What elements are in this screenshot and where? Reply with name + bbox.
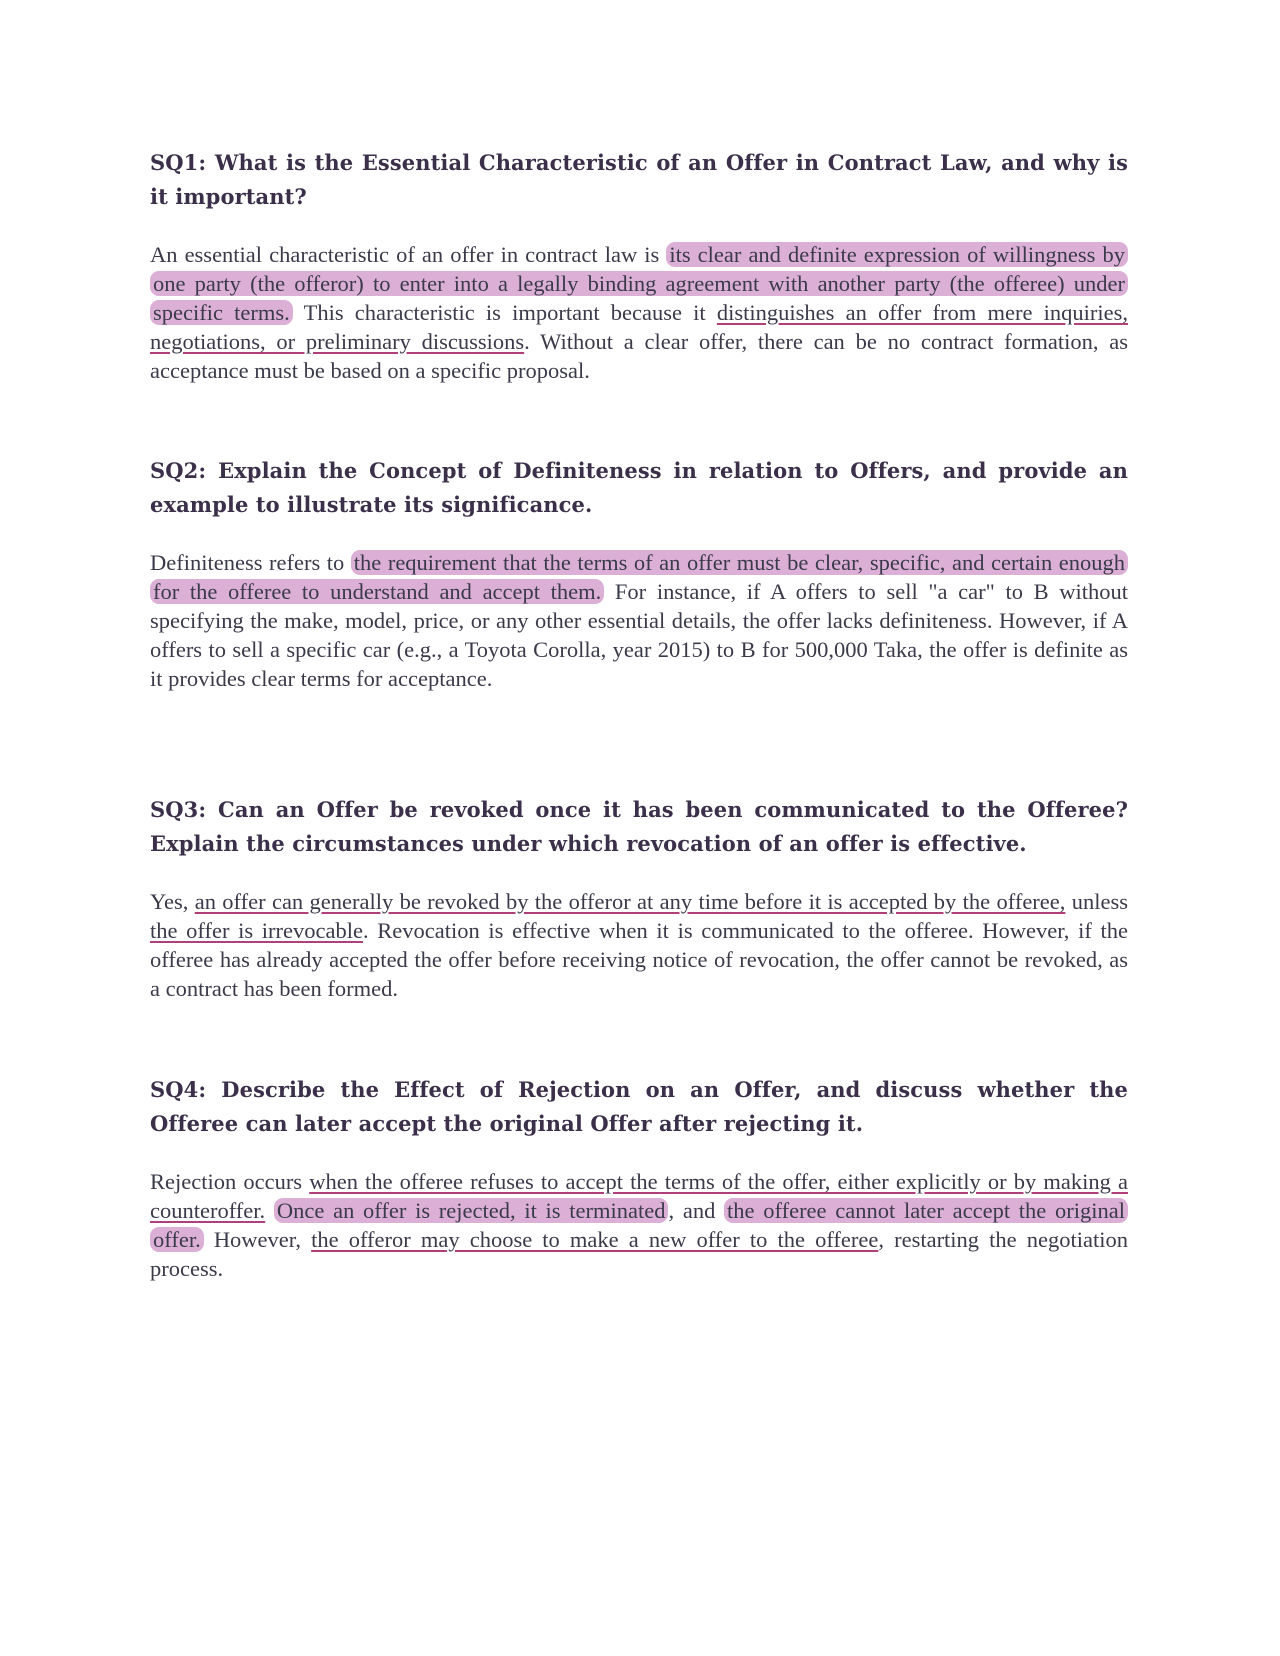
answer-text: , and [668,1198,725,1223]
answer-text: Definiteness refers to [150,550,351,575]
underlined-text: when the offeree refuses to accept the terms of the offer, either explicitly or by making a counteroffer. [150,1169,1129,1223]
answer-text: . Revocation is effective when it is communicated to the offeree. However, if the offeree has already accepted the offer before receiving notice of revocation, the offer cannot be revoked, as a contract has been formed. [150,918,1128,1001]
answer-text: unless [1065,889,1129,914]
answer-paragraph [150,887,1128,1003]
highlighted-text: its clear and definite expression of willingness by one party (the offeror) to enter into a legally binding agreement with another party (the offeree) under specific terms. [150,242,1128,325]
question-heading: SQ2: Explain the Concept of Definiteness in relation to Offers, and provide an example to illustrate its significance. [150,458,1128,517]
highlighted-text: Once an offer is rejected, it is terminated [274,1198,669,1223]
answer-text: Rejection occurs [150,1169,310,1194]
underlined-text: distinguishes an offer from mere inquiries, negotiations, or preliminary discussions [150,300,1129,354]
answer-paragraph [150,240,1128,385]
highlighted-text: the requirement that the terms of an offer must be clear, specific, and certain enough for the offeree to understand and accept them. [150,550,1128,604]
answer-paragraph [150,1167,1128,1283]
question-heading: SQ3: Can an Offer be revoked once it has been communicated to the Offeree? Explain the circumstances under which revocation of an offer is effective. [150,797,1128,856]
answer-text: An essential characteristic of an offer in contract law is [150,242,667,267]
question-heading: SQ4: Describe the Effect of Rejection on an Offer, and discuss whether the Offeree can later accept the original Offer after rejecting it. [150,1077,1128,1136]
section-sq1 [150,146,1128,385]
answer-text: However, [203,1227,312,1252]
highlighted-text: the offeree cannot later accept the original offer. [150,1198,1128,1252]
section-sq2 [150,454,1128,693]
section-sq3 [150,793,1128,1003]
underlined-text: the offeror may choose to make a new offer to the offeree [311,1227,879,1252]
answer-text: For instance, if A offers to sell "a car" to B without specifying the make, model, price, or any other essential details, the offer lacks definiteness. However, if A offers to sell a specific car (e.g., a Toyota Corolla, year 2015) to B for 500,000 Taka, the offer is definite as it provides clear terms for acceptance. [150,579,1128,691]
underlined-text: the offer is irrevocable [150,918,363,943]
underlined-text: an offer can generally be revoked by the offeror at any time before it is accepted by the offeree, [194,889,1066,914]
section-sq4 [150,1073,1128,1283]
answer-text [265,1198,274,1223]
answer-text: Yes, [150,889,195,914]
answer-text: . Without a clear offer, there can be no contract formation, as acceptance must be based on a specific proposal. [150,329,1128,383]
answer-text: This characteristic is important because it [292,300,717,325]
question-heading: SQ1: What is the Essential Characteristic of an Offer in Contract Law, and why is it important? [150,150,1128,209]
answer-paragraph [150,548,1128,693]
answer-text: , restarting the negotiation process. [150,1227,1128,1281]
